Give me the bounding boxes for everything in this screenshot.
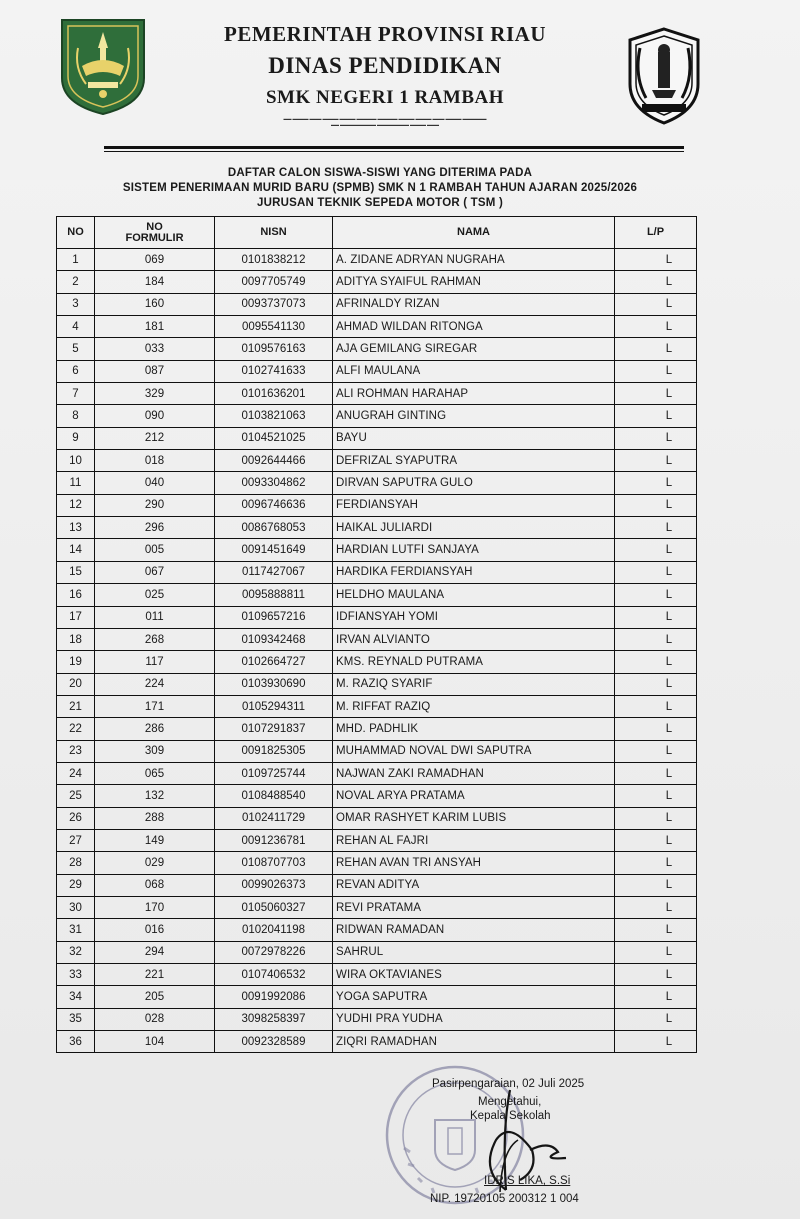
table-row <box>57 829 697 851</box>
cell-no: 28 <box>57 852 95 874</box>
cell-nisn: 0109657216 <box>215 606 333 628</box>
accepted-students-table <box>56 216 697 1053</box>
cell-lp: L <box>615 941 697 963</box>
table-row <box>57 383 697 405</box>
cell-no-formulir: 181 <box>95 316 215 338</box>
cell-lp: L <box>615 852 697 874</box>
cell-lp: L <box>615 293 697 315</box>
document-title <box>60 166 700 211</box>
cell-nama: HAIKAL JULIARDI <box>333 517 615 539</box>
riau-province-emblem-icon <box>60 18 146 116</box>
cell-no: 19 <box>57 651 95 673</box>
table-row <box>57 450 697 472</box>
cell-lp: L <box>615 271 697 293</box>
title-line-3: JURUSAN TEKNIK SEPEDA MOTOR ( TSM ) <box>257 197 503 209</box>
cell-no: 25 <box>57 785 95 807</box>
cell-nama: SAHRUL <box>333 941 615 963</box>
cell-no-formulir: 286 <box>95 718 215 740</box>
table-row <box>57 896 697 918</box>
cell-lp: L <box>615 829 697 851</box>
table-row <box>57 874 697 896</box>
cell-no-formulir: 294 <box>95 941 215 963</box>
cell-lp: L <box>615 360 697 382</box>
cell-lp: L <box>615 628 697 650</box>
cell-no-formulir: 268 <box>95 628 215 650</box>
cell-nisn: 0109342468 <box>215 628 333 650</box>
cell-nisn: 0108707703 <box>215 852 333 874</box>
cell-nama: A. ZIDANE ADRYAN NUGRAHA <box>333 249 615 271</box>
table-row <box>57 584 697 606</box>
cell-nisn: 0091992086 <box>215 986 333 1008</box>
cell-no-formulir: 309 <box>95 740 215 762</box>
school-name: SMK NEGERI 1 RAMBAH <box>265 87 505 108</box>
cell-nisn: 0103821063 <box>215 405 333 427</box>
cell-lp: L <box>615 584 697 606</box>
header-lp: L/P <box>615 217 697 249</box>
cell-lp: L <box>615 450 697 472</box>
cell-nisn: 0072978226 <box>215 941 333 963</box>
cell-lp: L <box>615 919 697 941</box>
cell-nama: ZIQRI RAMADHAN <box>333 1031 615 1053</box>
cell-nama: IDFIANSYAH YOMI <box>333 606 615 628</box>
cell-nama: RIDWAN RAMADAN <box>333 919 615 941</box>
headmaster-name: IDRIS LIKA, S.Si <box>484 1175 571 1187</box>
cell-lp: L <box>615 718 697 740</box>
cell-no: 10 <box>57 450 95 472</box>
cell-no: 29 <box>57 874 95 896</box>
cell-no-formulir: 029 <box>95 852 215 874</box>
cell-no-formulir: 132 <box>95 785 215 807</box>
cell-no: 18 <box>57 628 95 650</box>
cell-lp: L <box>615 383 697 405</box>
cell-no: 6 <box>57 360 95 382</box>
cell-lp: L <box>615 517 697 539</box>
cell-nama: YOGA SAPUTRA <box>333 986 615 1008</box>
cell-lp: L <box>615 986 697 1008</box>
cell-no: 23 <box>57 740 95 762</box>
cell-lp: L <box>615 249 697 271</box>
cell-nama: HELDHO MAULANA <box>333 584 615 606</box>
cell-nama: AJA GEMILANG SIREGAR <box>333 338 615 360</box>
cell-nama: BAYU <box>333 427 615 449</box>
table-row <box>57 1008 697 1030</box>
cell-lp: L <box>615 561 697 583</box>
signature-block <box>380 1060 740 1210</box>
cell-no-formulir: 329 <box>95 383 215 405</box>
cell-no-formulir: 011 <box>95 606 215 628</box>
cell-nisn: 0107291837 <box>215 718 333 740</box>
cell-no: 27 <box>57 829 95 851</box>
header-no-formulir <box>95 217 215 249</box>
cell-nisn: 0095541130 <box>215 316 333 338</box>
table-row <box>57 606 697 628</box>
letterhead-address-fineprint: ▬▬ ▬▬▬▬ ▬▬▬ ▬▬▬▬ ▬▬▬▬ ▬▬▬▬▬ ▬▬▬▬▬ ▬▬▬▬ ▬▬▬▬ ▬▬▬ ▬▬▬▬ ▬▬▬▬▬▬ ▬▬ ▬▬▬▬▬▬▬▬▬ ▬▬▬▬▬▬▬▬ ▬▬▬▬ ▬▬▬ <box>283 116 487 127</box>
cell-lp: L <box>615 316 697 338</box>
cell-no-formulir: 067 <box>95 561 215 583</box>
cell-no: 1 <box>57 249 95 271</box>
letterhead <box>150 18 620 114</box>
cell-nisn: 0102664727 <box>215 651 333 673</box>
cell-nama: KMS. REYNALD PUTRAMA <box>333 651 615 673</box>
cell-no-formulir: 016 <box>95 919 215 941</box>
cell-no: 9 <box>57 427 95 449</box>
cell-nisn: 0105294311 <box>215 695 333 717</box>
cell-nisn: 0102411729 <box>215 807 333 829</box>
cell-lp: L <box>615 494 697 516</box>
cell-nama: M. RIFFAT RAZIQ <box>333 695 615 717</box>
cell-nisn: 0105060327 <box>215 896 333 918</box>
cell-no: 17 <box>57 606 95 628</box>
cell-no: 24 <box>57 762 95 784</box>
cell-nama: NOVAL ARYA PRATAMA <box>333 785 615 807</box>
table-row <box>57 807 697 829</box>
cell-lp: L <box>615 740 697 762</box>
table-row <box>57 472 697 494</box>
cell-no-formulir: 069 <box>95 249 215 271</box>
cell-nisn: 0109576163 <box>215 338 333 360</box>
school-emblem-icon <box>624 26 704 126</box>
cell-nama: REVI PRATAMA <box>333 896 615 918</box>
cell-no: 14 <box>57 539 95 561</box>
cell-no-formulir: 212 <box>95 427 215 449</box>
cell-nama: ADITYA SYAIFUL RAHMAN <box>333 271 615 293</box>
cell-lp: L <box>615 338 697 360</box>
cell-nisn: 0102041198 <box>215 919 333 941</box>
cell-lp: L <box>615 896 697 918</box>
table-row <box>57 249 697 271</box>
cell-no: 11 <box>57 472 95 494</box>
cell-no: 30 <box>57 896 95 918</box>
table-row <box>57 740 697 762</box>
cell-no-formulir: 087 <box>95 360 215 382</box>
table-row <box>57 695 697 717</box>
table-row <box>57 561 697 583</box>
cell-no: 32 <box>57 941 95 963</box>
cell-lp: L <box>615 472 697 494</box>
cell-nama: ALI ROHMAN HARAHAP <box>333 383 615 405</box>
cell-no: 35 <box>57 1008 95 1030</box>
cell-no-formulir: 170 <box>95 896 215 918</box>
cell-no: 2 <box>57 271 95 293</box>
cell-no-formulir: 296 <box>95 517 215 539</box>
title-line-1: DAFTAR CALON SISWA-SISWI YANG DITERIMA PADA <box>227 167 533 179</box>
cell-nisn: 0091451649 <box>215 539 333 561</box>
cell-lp: L <box>615 673 697 695</box>
cell-lp: L <box>615 1031 697 1053</box>
cell-lp: L <box>615 405 697 427</box>
cell-nama: REHAN AVAN TRI ANSYAH <box>333 852 615 874</box>
table-row <box>57 271 697 293</box>
table-row <box>57 1031 697 1053</box>
cell-no-formulir: 290 <box>95 494 215 516</box>
table-row <box>57 718 697 740</box>
cell-no-formulir: 221 <box>95 964 215 986</box>
table-row <box>57 986 697 1008</box>
table-row <box>57 964 697 986</box>
cell-nisn: 0117427067 <box>215 561 333 583</box>
table-row <box>57 494 697 516</box>
cell-nisn: 0097705749 <box>215 271 333 293</box>
cell-no-formulir: 068 <box>95 874 215 896</box>
cell-nisn: 0093737073 <box>215 293 333 315</box>
cell-no-formulir: 040 <box>95 472 215 494</box>
letterhead-rule-thick <box>104 146 684 149</box>
table-header-row <box>57 217 697 249</box>
table-row <box>57 628 697 650</box>
cell-no-formulir: 005 <box>95 539 215 561</box>
cell-lp: L <box>615 427 697 449</box>
cell-nama: FERDIANSYAH <box>333 494 615 516</box>
cell-nama: HARDIAN LUTFI SANJAYA <box>333 539 615 561</box>
cell-nama: AFRINALDY RIZAN <box>333 293 615 315</box>
table-row <box>57 293 697 315</box>
cell-nisn: 0092644466 <box>215 450 333 472</box>
table-row <box>57 405 697 427</box>
table-row <box>57 762 697 784</box>
cell-nisn: 0093304862 <box>215 472 333 494</box>
acknowledged-label: Mengetahui, <box>478 1096 542 1108</box>
agency-name: DINAS PENDIDIKAN <box>268 53 502 78</box>
table-row <box>57 919 697 941</box>
table-row <box>57 941 697 963</box>
cell-no: 13 <box>57 517 95 539</box>
cell-lp: L <box>615 762 697 784</box>
cell-nisn: 0103930690 <box>215 673 333 695</box>
cell-no: 12 <box>57 494 95 516</box>
cell-lp: L <box>615 807 697 829</box>
cell-nisn: 0108488540 <box>215 785 333 807</box>
cell-no-formulir: 224 <box>95 673 215 695</box>
cell-nisn: 0086768053 <box>215 517 333 539</box>
cell-no: 15 <box>57 561 95 583</box>
cell-lp: L <box>615 1008 697 1030</box>
cell-nama: DIRVAN SAPUTRA GULO <box>333 472 615 494</box>
cell-nisn: 0109725744 <box>215 762 333 784</box>
header-no: NO <box>57 217 95 249</box>
table-row <box>57 852 697 874</box>
place-and-date: Pasirpengaraian, 02 Juli 2025 <box>432 1078 585 1090</box>
cell-nisn: 0102741633 <box>215 360 333 382</box>
cell-no: 33 <box>57 964 95 986</box>
cell-nisn: 0107406532 <box>215 964 333 986</box>
cell-no-formulir: 065 <box>95 762 215 784</box>
table-row <box>57 539 697 561</box>
headmaster-nip: NIP. 19720105 200312 1 004 <box>430 1193 579 1205</box>
header-nisn: NISN <box>215 217 333 249</box>
title-line-2: SISTEM PENERIMAAN MURID BARU (SPMB) SMK N 1 RAMBAH TAHUN AJARAN 2025/2026 <box>122 182 638 194</box>
header-nama: NAMA <box>333 217 615 249</box>
table-row <box>57 360 697 382</box>
cell-no: 16 <box>57 584 95 606</box>
cell-nama: HARDIKA FERDIANSYAH <box>333 561 615 583</box>
letterhead-rule-thin <box>104 151 684 152</box>
cell-no-formulir: 117 <box>95 651 215 673</box>
cell-no-formulir: 018 <box>95 450 215 472</box>
cell-no: 5 <box>57 338 95 360</box>
cell-no-formulir: 104 <box>95 1031 215 1053</box>
cell-no: 22 <box>57 718 95 740</box>
table-row <box>57 517 697 539</box>
cell-no: 21 <box>57 695 95 717</box>
cell-no-formulir: 205 <box>95 986 215 1008</box>
cell-no: 7 <box>57 383 95 405</box>
cell-nama: ANUGRAH GINTING <box>333 405 615 427</box>
cell-lp: L <box>615 785 697 807</box>
cell-no-formulir: 160 <box>95 293 215 315</box>
cell-no: 20 <box>57 673 95 695</box>
header-no-formulir-line-1: NO <box>146 220 163 233</box>
cell-no: 31 <box>57 919 95 941</box>
government-name: PEMERINTAH PROVINSI RIAU <box>224 22 546 46</box>
cell-nisn: 0091825305 <box>215 740 333 762</box>
cell-nama: NAJWAN ZAKI RAMADHAN <box>333 762 615 784</box>
cell-nama: IRVAN ALVIANTO <box>333 628 615 650</box>
cell-nama: OMAR RASHYET KARIM LUBIS <box>333 807 615 829</box>
table-row <box>57 673 697 695</box>
table-row <box>57 338 697 360</box>
headmaster-position: Kepala Sekolah <box>470 1110 551 1122</box>
cell-no-formulir: 090 <box>95 405 215 427</box>
cell-nisn: 0101636201 <box>215 383 333 405</box>
cell-nisn: 0092328589 <box>215 1031 333 1053</box>
cell-nama: AHMAD WILDAN RITONGA <box>333 316 615 338</box>
header-no-formulir-line-2: FORMULIR <box>125 231 184 244</box>
cell-nama: YUDHI PRA YUDHA <box>333 1008 615 1030</box>
cell-nama: M. RAZIQ SYARIF <box>333 673 615 695</box>
table-row <box>57 316 697 338</box>
cell-nama: REVAN ADITYA <box>333 874 615 896</box>
cell-nama: MHD. PADHLIK <box>333 718 615 740</box>
cell-nama: ALFI MAULANA <box>333 360 615 382</box>
cell-nisn: 0091236781 <box>215 829 333 851</box>
cell-nama: MUHAMMAD NOVAL DWI SAPUTRA <box>333 740 615 762</box>
cell-no-formulir: 028 <box>95 1008 215 1030</box>
cell-no: 3 <box>57 293 95 315</box>
cell-no-formulir: 288 <box>95 807 215 829</box>
cell-no-formulir: 171 <box>95 695 215 717</box>
table-row <box>57 427 697 449</box>
cell-no-formulir: 025 <box>95 584 215 606</box>
cell-lp: L <box>615 651 697 673</box>
cell-lp: L <box>615 606 697 628</box>
cell-no: 34 <box>57 986 95 1008</box>
cell-no: 4 <box>57 316 95 338</box>
cell-nisn: 0096746636 <box>215 494 333 516</box>
cell-no: 36 <box>57 1031 95 1053</box>
cell-nisn: 0095888811 <box>215 584 333 606</box>
cell-nisn: 0099026373 <box>215 874 333 896</box>
cell-lp: L <box>615 964 697 986</box>
cell-no: 26 <box>57 807 95 829</box>
cell-lp: L <box>615 695 697 717</box>
cell-no-formulir: 033 <box>95 338 215 360</box>
cell-no-formulir: 184 <box>95 271 215 293</box>
cell-nisn: 3098258397 <box>215 1008 333 1030</box>
cell-nama: WIRA OKTAVIANES <box>333 964 615 986</box>
cell-nisn: 0104521025 <box>215 427 333 449</box>
cell-lp: L <box>615 539 697 561</box>
table-row <box>57 785 697 807</box>
cell-nama: DEFRIZAL SYAPUTRA <box>333 450 615 472</box>
table-row <box>57 651 697 673</box>
cell-no-formulir: 149 <box>95 829 215 851</box>
cell-nisn: 0101838212 <box>215 249 333 271</box>
cell-lp: L <box>615 874 697 896</box>
cell-nama: REHAN AL FAJRI <box>333 829 615 851</box>
cell-no: 8 <box>57 405 95 427</box>
